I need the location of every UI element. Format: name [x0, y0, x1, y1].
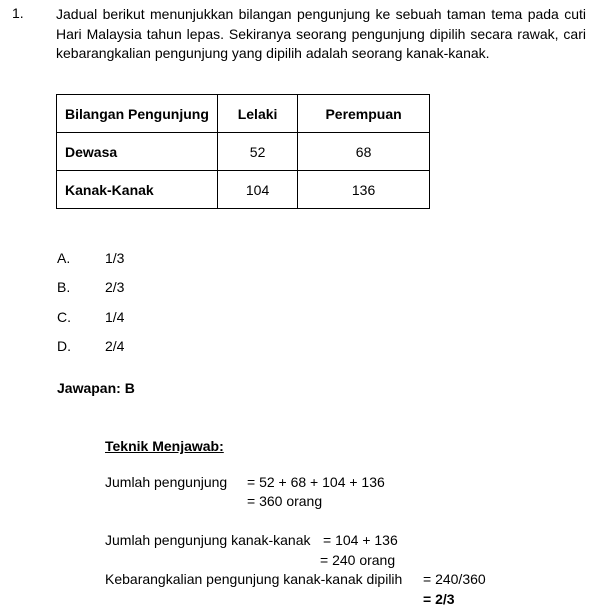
table-row: [57, 171, 430, 209]
total-visitors-label: Jumlah pengunjung: [105, 474, 228, 490]
working-heading: Teknik Menjawab:: [105, 438, 224, 454]
option-d-letter: D.: [57, 338, 71, 354]
child-visitors-result: = 240 orang: [320, 552, 396, 568]
question-text: Jadual berikut menunjukkan bilangan pengunjung ke sebuah taman tema pada cuti Hari Malaysia tahun lepas. Sekiranya seorang pengunjung dipilih secara rawak, cari kebarangkalian pengunjung yang dipilih adalah seorang kanak-kanak.: [56, 6, 586, 61]
cell-kanak-perempuan: 136: [298, 171, 430, 209]
question-number: 1.: [12, 5, 24, 21]
visitor-table: [56, 94, 430, 209]
cell-dewasa-perempuan: 68: [298, 133, 430, 171]
probability-equation: = 240/360: [423, 571, 486, 587]
answer-label: Jawapan: B: [57, 380, 135, 396]
option-d-value: 2/4: [105, 338, 125, 354]
row-label-kanak-kanak: Kanak-Kanak: [57, 171, 218, 209]
child-visitors-equation: = 104 + 136: [323, 532, 398, 548]
probability-label: Kebarangkalian pengunjung kanak-kanak dipilih: [105, 571, 403, 587]
total-visitors-result: = 360 orang: [247, 493, 323, 509]
probability-result: = 2/3: [423, 591, 455, 607]
table-row: [57, 133, 430, 171]
header-perempuan: Perempuan: [298, 95, 430, 133]
cell-dewasa-lelaki: 52: [218, 133, 298, 171]
table-header-row: [57, 95, 430, 133]
row-label-dewasa: Dewasa: [57, 133, 218, 171]
cell-kanak-lelaki: 104: [218, 171, 298, 209]
option-b-letter: B.: [57, 279, 71, 295]
total-visitors-equation: = 52 + 68 + 104 + 136: [247, 474, 385, 490]
option-a-value: 1/3: [105, 250, 125, 266]
child-visitors-label: Jumlah pengunjung kanak-kanak: [105, 532, 311, 548]
option-b-value: 2/3: [105, 279, 125, 295]
option-c-value: 1/4: [105, 309, 125, 325]
header-bilangan-pengunjung: Bilangan Pengunjung: [57, 95, 218, 133]
option-c-letter: C.: [57, 309, 71, 325]
header-lelaki: Lelaki: [218, 95, 298, 133]
option-a-letter: A.: [57, 250, 71, 266]
